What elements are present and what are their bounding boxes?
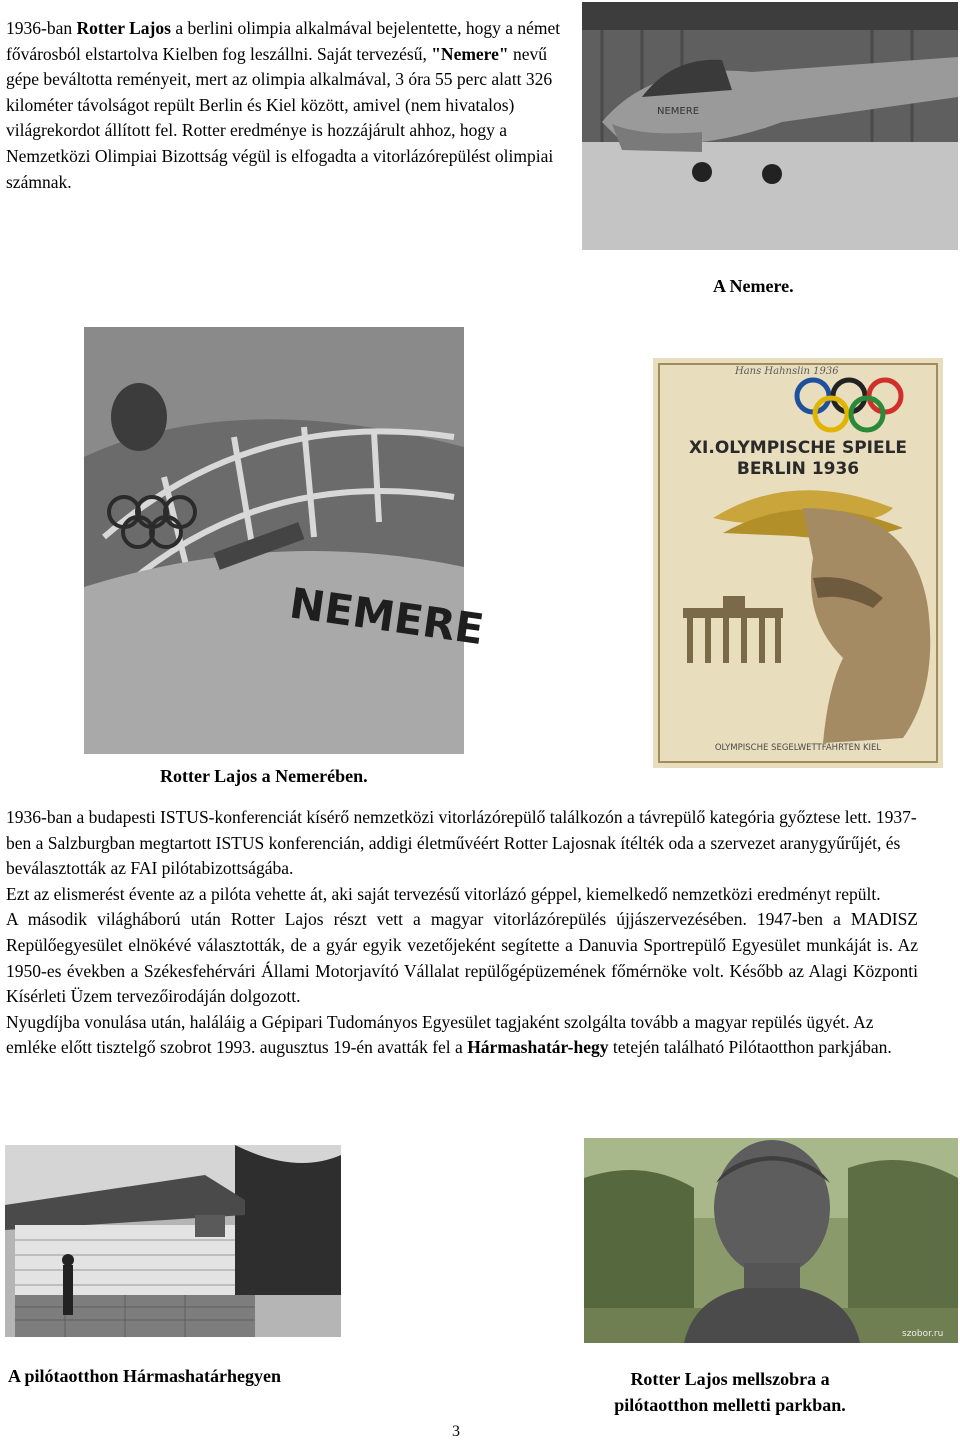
caption-house: A pilótaotthon Hármashatárhegyen bbox=[8, 1366, 282, 1386]
body-p4-text-a: Nyugdíjba vonulása után, haláláig a Gépipari Tudományos Egyesület tagjaként szolgálta tovább a magyar repülés ügyét. Az emléke előtt tisztelgő szobrot 1993. augusztus 19-én avatták fel a bbox=[6, 1011, 874, 1058]
poster-title-line1: XI.OLYMPISCHE SPIELE bbox=[688, 438, 908, 458]
poster-footer: OLYMPISCHE SEGELWETTFAHRTEN KIEL bbox=[714, 743, 882, 753]
poster-signature: Hans Hahnslin 1936 bbox=[735, 366, 839, 377]
caption-statue-line2: pilótaotthon melletti parkban. bbox=[614, 1395, 846, 1415]
intro-plane-name: "Nemere" bbox=[431, 43, 509, 64]
pilot-house-photo bbox=[5, 1145, 341, 1337]
caption-nemere: A Nemere. bbox=[713, 276, 794, 296]
watermark-text: szobor.ru bbox=[902, 1329, 944, 1339]
caption-statue bbox=[560, 1366, 900, 1418]
intro-paragraph bbox=[6, 16, 568, 195]
body-paragraph-2: Ezt az elismerést évente az a pilóta vehette át, aki saját tervezésű vitorlázó géppel, kiemelkedő nemzetközi eredményt repült. bbox=[6, 883, 881, 904]
nemere-fuselage-lettering: NEMERE bbox=[657, 106, 700, 117]
bust-statue-photo bbox=[584, 1138, 958, 1343]
body-paragraph-3: A második világháború után Rotter Lajos részt vett a magyar vitorlázórepülés újjászervezésében. 1947-ben a MADISZ Repülőegyesület elnökévé választották, de a gyár egyik vezetőjeként segítette a Danuvia Sportrepülő Egyesület munkáját is. Az 1950-es években a Székesfehérvári Állami Motorjavító Vállalat repülőgépüzemének főmérnöke volt. Később az Alagi Központi Kísérleti Üzem tervezőirodáján dolgozott. bbox=[6, 909, 918, 1007]
body-p4-place: Hármashatár-hegy bbox=[467, 1037, 609, 1058]
cockpit-photo bbox=[84, 327, 487, 754]
body-paragraph-4 bbox=[6, 1010, 918, 1061]
cockpit-fuselage-lettering: NEMERE bbox=[286, 578, 487, 655]
intro-text-a: 1936-ban bbox=[6, 18, 77, 38]
body-p4-text-b: tetején található Pilótaotthon parkjában. bbox=[608, 1037, 892, 1058]
cockpit-photo-art bbox=[84, 327, 487, 754]
body-text bbox=[6, 805, 918, 1061]
intro-text-b: a berlini olimpia alkalmával bejelentette, hogy a német fővárosból elstartolva Kielben fog leszállni. Saját tervezésű, bbox=[6, 18, 561, 64]
olympic-poster bbox=[653, 358, 943, 768]
nemere-photo bbox=[582, 2, 958, 250]
intro-text-c: nevű gépe beváltotta reményeit, mert az olimpia alkalmával, 3 óra 55 perc alatt 326 kilométer távolságot repült Berlin és Kiel között, amivel (nem hivatalos) világrekordot állított fel. Rotter eredménye is hozzájárult ahhoz, hogy a Nemzetközi Olimpiai Bizottság végül is elfogadta a vitorlázórepülést olimpiai számnak. bbox=[6, 43, 554, 192]
caption-cockpit: Rotter Lajos a Nemerében. bbox=[160, 766, 368, 786]
page-number: 3 bbox=[452, 1423, 460, 1440]
nemere-photo-art bbox=[582, 2, 958, 250]
bust-statue-photo-art bbox=[584, 1138, 958, 1343]
olympic-poster-art bbox=[653, 358, 943, 768]
pilot-house-photo-art bbox=[5, 1145, 341, 1337]
body-paragraph-1: 1936-ban a budapesti ISTUS-konferenciát kísérő nemzetközi vitorlázórepülő találkozón a távrepülő kategória győztese lett. 1937-ben a Salzburgban megtartott ISTUS konferencián, addigi életművéért Rotter Lajosnak ítélték oda a szervezet aranygyűrűjét, és beválasztották az FAI pilótabizottságába. bbox=[6, 807, 917, 879]
poster-title-line2: BERLIN 1936 bbox=[736, 459, 860, 479]
caption-statue-line1: Rotter Lajos mellszobra a bbox=[630, 1369, 830, 1389]
intro-name: Rotter Lajos bbox=[76, 18, 171, 38]
